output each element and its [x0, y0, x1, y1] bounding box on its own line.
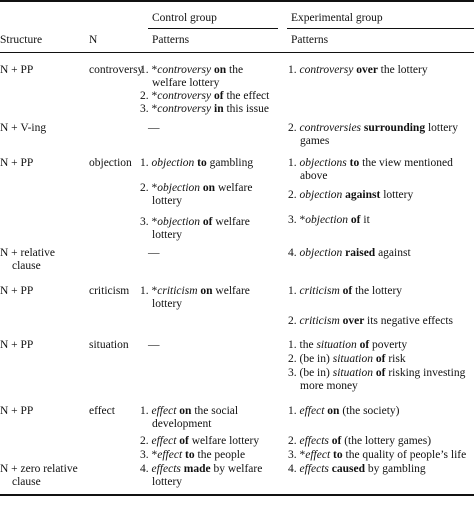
- row-noun: situation: [89, 339, 129, 351]
- control-pattern: 1. *controversy on the: [140, 64, 244, 76]
- experimental-pattern: 2. effects of (the lottery games): [288, 435, 432, 447]
- experimental-pattern: 2. objection against lottery: [288, 189, 414, 201]
- bottom-rule: [0, 494, 474, 496]
- header-n: N: [89, 34, 98, 46]
- experimental-pattern: 1. criticism of the lottery: [288, 285, 403, 297]
- header-group-rule-experimental: [287, 28, 474, 29]
- row-structure: N + PP: [0, 405, 34, 417]
- experimental-pattern-cont: above: [300, 170, 328, 182]
- row-structure: N + V-ing: [0, 122, 47, 134]
- control-pattern-cont: welfare lottery: [152, 77, 220, 89]
- header-patterns-control: Patterns: [152, 34, 190, 46]
- control-pattern-cont: lottery: [152, 195, 183, 207]
- experimental-pattern: 4. effects caused by gambling: [288, 463, 426, 475]
- row-structure-cont: clause: [12, 260, 41, 272]
- experimental-pattern: 4. objection raised against: [288, 247, 411, 259]
- row-structure: N + PP: [0, 285, 34, 297]
- control-pattern: 3. *effect to the people: [140, 449, 246, 461]
- control-pattern-cont: lottery: [152, 229, 183, 241]
- row-noun: controversy: [89, 64, 144, 76]
- top-rule: [0, 0, 474, 2]
- control-pattern: 3. *objection of welfare: [140, 216, 250, 228]
- experimental-pattern: 2. criticism over its negative effects: [288, 315, 454, 327]
- control-pattern-empty: —: [148, 247, 160, 259]
- control-pattern: 2. *controversy of the effect: [140, 90, 270, 102]
- control-pattern: 2. *objection on welfare: [140, 182, 253, 194]
- experimental-pattern: 2. controversies surrounding lottery: [288, 122, 458, 134]
- experimental-pattern-cont: games: [300, 135, 330, 147]
- control-pattern-cont: development: [152, 418, 212, 430]
- control-pattern: 3. *controversy in this issue: [140, 103, 269, 115]
- experimental-pattern: 3. (be in) situation of risking investing: [288, 367, 466, 379]
- experimental-pattern: 3. *objection of it: [288, 214, 370, 226]
- control-pattern-cont: lottery: [152, 476, 183, 488]
- header-rule: [0, 52, 474, 53]
- experimental-pattern-cont: more money: [300, 380, 358, 392]
- control-pattern-empty: —: [148, 339, 160, 351]
- control-pattern: 1. objection to gambling: [140, 157, 254, 169]
- row-structure: N + PP: [0, 157, 34, 169]
- experimental-pattern: 1. controversy over the lottery: [288, 64, 428, 76]
- row-noun: effect: [89, 405, 115, 417]
- header-patterns-experimental: Patterns: [291, 34, 329, 46]
- header-control-group: Control group: [152, 12, 217, 24]
- row-structure: N + PP: [0, 64, 34, 76]
- row-structure: N + zero relative: [0, 463, 78, 475]
- control-pattern-empty: —: [148, 122, 160, 134]
- control-pattern: 1. effect on the social: [140, 405, 239, 417]
- experimental-pattern: 1. effect on (the society): [288, 405, 400, 417]
- row-structure: N + relative: [0, 247, 56, 259]
- experimental-pattern: 3. *effect to the quality of people’s life: [288, 449, 467, 461]
- control-pattern: 4. effects made by welfare: [140, 463, 263, 475]
- control-pattern: 2. effect of welfare lottery: [140, 435, 260, 447]
- control-pattern-cont: lottery: [152, 298, 183, 310]
- header-structure: Structure: [0, 34, 43, 46]
- header-group-rule-control: [148, 28, 278, 29]
- experimental-pattern: 1. objections to the view mentioned: [288, 157, 453, 169]
- row-structure: N + PP: [0, 339, 34, 351]
- control-pattern: 1. *criticism on welfare: [140, 285, 250, 297]
- experimental-pattern: 1. the situation of poverty: [288, 339, 408, 351]
- row-noun: objection: [89, 157, 132, 169]
- experimental-pattern: 2. (be in) situation of risk: [288, 353, 406, 365]
- header-experimental-group: Experimental group: [291, 12, 383, 24]
- row-noun: criticism: [89, 285, 130, 297]
- row-structure-cont: clause: [12, 476, 41, 488]
